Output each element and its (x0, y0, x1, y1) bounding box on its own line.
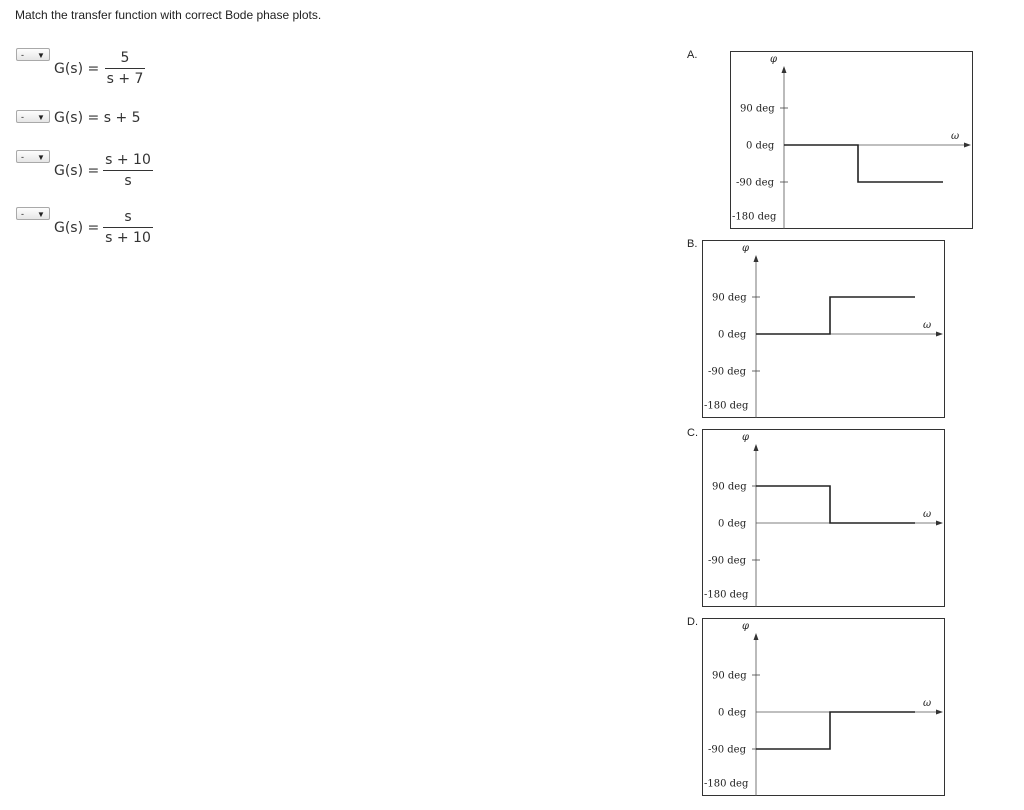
formula-fraction (103, 152, 153, 189)
formula-lhs: G(s) = (54, 220, 100, 236)
formula-fraction (105, 50, 145, 87)
tick-label-90: 90 deg (712, 481, 747, 493)
plot-svg (702, 618, 945, 796)
chevron-down-icon: ▼ (37, 153, 45, 162)
phi-label: φ (742, 432, 750, 443)
plot-svg (730, 51, 973, 229)
tick-label-neg90: -90 deg (708, 366, 747, 378)
bode-phase-plot-d (702, 618, 945, 796)
phi-label: φ (770, 54, 778, 65)
answer-select-4[interactable] (16, 207, 50, 220)
select-value: - (21, 50, 24, 60)
chevron-down-icon: ▼ (37, 51, 45, 60)
tick-label-neg180: -180 deg (704, 778, 749, 790)
plot-svg (702, 429, 945, 607)
chevron-down-icon: ▼ (37, 113, 45, 122)
tick-label-90: 90 deg (712, 292, 747, 304)
tick-label-neg90: -90 deg (708, 744, 747, 756)
tick-label-0: 0 deg (718, 707, 747, 719)
tick-label-90: 90 deg (712, 670, 747, 682)
tick-label-0: 0 deg (718, 518, 747, 530)
select-value: - (21, 152, 24, 162)
option-label-b: B. (687, 238, 698, 250)
tick-label-neg180: -180 deg (704, 400, 749, 412)
chevron-down-icon: ▼ (37, 210, 45, 219)
formula-fraction (103, 209, 153, 246)
select-value: - (21, 209, 24, 219)
formula-lhs: G(s) = s + 5 (54, 110, 141, 126)
answer-select-1[interactable] (16, 48, 50, 61)
omega-label: ω (923, 509, 932, 520)
tick-label-neg90: -90 deg (708, 555, 747, 567)
plot-svg (702, 240, 945, 418)
tick-label-neg180: -180 deg (732, 211, 777, 223)
formula-numerator: 5 (120, 50, 130, 66)
tick-label-neg90: -90 deg (736, 177, 775, 189)
transfer-function-2 (54, 110, 141, 126)
formula-denominator: s + 10 (105, 230, 151, 246)
option-label-a: A. (687, 49, 698, 61)
formula-denominator: s + 7 (106, 71, 144, 87)
bode-phase-plot-c (702, 429, 945, 607)
answer-select-3[interactable] (16, 150, 50, 163)
tick-label-90: 90 deg (740, 103, 775, 115)
formula-lhs: G(s) = (54, 61, 100, 77)
tick-label-0: 0 deg (746, 140, 775, 152)
bode-phase-plot-a (730, 51, 973, 229)
omega-label: ω (951, 131, 960, 142)
omega-label: ω (923, 320, 932, 331)
formula-numerator: s (124, 209, 132, 225)
option-label-c: C. (687, 427, 698, 439)
answer-select-2[interactable] (16, 110, 50, 123)
tick-label-0: 0 deg (718, 329, 747, 341)
select-value: - (21, 112, 24, 122)
option-label-d: D. (687, 616, 698, 628)
bode-phase-plot-b (702, 240, 945, 418)
phi-label: φ (742, 621, 750, 632)
formula-lhs: G(s) = (54, 163, 100, 179)
instruction-text: Match the transfer function with correct Bode phase plots. (15, 8, 322, 22)
formula-denominator: s (124, 173, 132, 189)
tick-label-neg180: -180 deg (704, 589, 749, 601)
omega-label: ω (923, 698, 932, 709)
phi-label: φ (742, 243, 750, 254)
formula-numerator: s + 10 (105, 152, 151, 168)
